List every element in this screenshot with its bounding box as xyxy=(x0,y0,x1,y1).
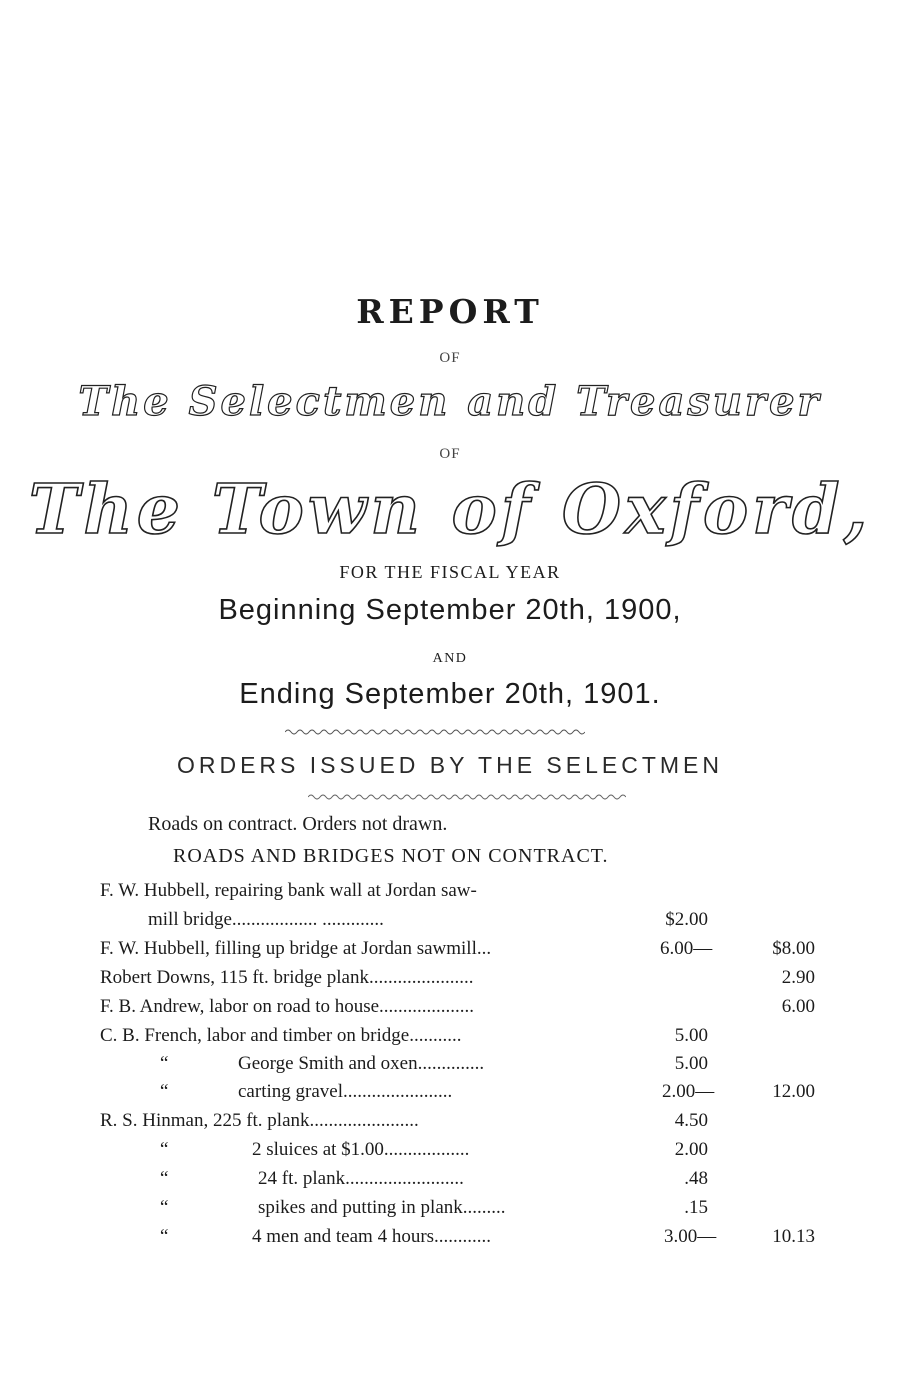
entry-amount: $2.00 xyxy=(665,909,708,930)
entry-amount: 6.00— xyxy=(660,938,713,959)
beginning-date: Beginning September 20th, 1900, xyxy=(218,594,682,626)
entry-text: 24 ft. plank......................... xyxy=(258,1168,464,1189)
entry-total: 10.13 xyxy=(772,1226,815,1247)
entry-total: $8.00 xyxy=(772,938,815,959)
entry-amount: 3.00— xyxy=(664,1226,717,1247)
entry-amount: 2.00 xyxy=(674,1139,708,1160)
ditto-mark: “ xyxy=(160,1197,169,1218)
entry-text: R. S. Hinman, 225 ft. plank....................... xyxy=(100,1110,419,1131)
entry-text: C. B. French, labor and timber on bridge........... xyxy=(100,1025,462,1046)
entry-amount: 5.00 xyxy=(674,1025,708,1046)
entry-amount: .48 xyxy=(684,1168,708,1189)
entry-text: 4 men and team 4 hours............ xyxy=(252,1226,492,1247)
entry-amount: 4.50 xyxy=(674,1110,708,1131)
entry-text: F. W. Hubbell, filling up bridge at Jordan sawmill... xyxy=(100,938,492,959)
entry-amount: .15 xyxy=(684,1197,708,1218)
entry-total: 2.90 xyxy=(781,967,815,988)
fiscal-year-label: FOR THE FISCAL YEAR xyxy=(339,562,561,582)
and-label: AND xyxy=(432,651,468,666)
selectmen-treasurer-heading: The Selectmen and Treasurer xyxy=(78,378,822,425)
ditto-mark: “ xyxy=(160,1053,169,1074)
orders-section-title: ORDERS ISSUED BY THE SELECTMEN xyxy=(176,752,724,778)
entry-text: spikes and putting in plank......... xyxy=(258,1197,506,1218)
entry-text: mill bridge.................. ............. xyxy=(148,909,384,930)
entry-text: carting gravel....................... xyxy=(238,1081,453,1102)
entry-total: 12.00 xyxy=(772,1081,815,1102)
entry-text: F. B. Andrew, labor on road to house.................... xyxy=(100,996,475,1017)
entry-text: George Smith and oxen.............. xyxy=(238,1053,485,1074)
ditto-mark: “ xyxy=(160,1139,169,1160)
ditto-mark: “ xyxy=(160,1168,169,1189)
entry-total: 6.00 xyxy=(781,996,815,1017)
town-heading: The Town of Oxford, xyxy=(28,470,872,550)
entry-amount: 5.00 xyxy=(674,1053,708,1074)
of-label-1: OF xyxy=(439,350,461,366)
of-label-2: OF xyxy=(439,446,461,462)
report-title: REPORT xyxy=(356,292,544,331)
ditto-mark: “ xyxy=(160,1226,169,1247)
entry-amount: 2.00— xyxy=(662,1081,715,1102)
ending-date: Ending September 20th, 1901. xyxy=(239,678,661,710)
ditto-mark: “ xyxy=(160,1081,169,1102)
not-on-contract-subtitle: ROADS AND BRIDGES NOT ON CONTRACT. xyxy=(173,845,609,867)
entry-text: F. W. Hubbell, repairing bank wall at Jordan saw- xyxy=(100,880,477,901)
entry-text: Robert Downs, 115 ft. bridge plank...................... xyxy=(100,967,474,988)
contract-note: Roads on contract. Orders not drawn. xyxy=(148,813,448,835)
entry-text: 2 sluices at $1.00.................. xyxy=(252,1139,470,1160)
